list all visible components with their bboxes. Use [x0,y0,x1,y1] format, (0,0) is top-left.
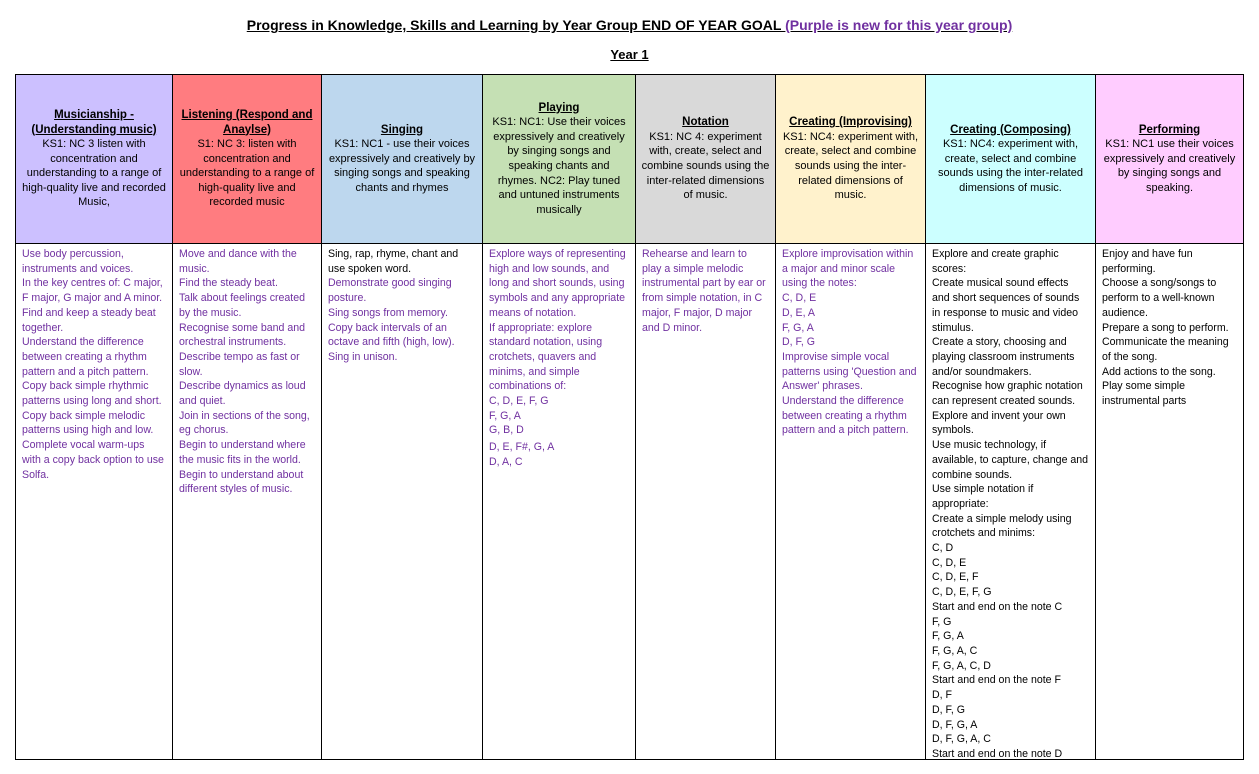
list-item: F, G, A [932,630,964,643]
list-item: Create a simple melody using crotchets and minims: [932,512,1072,540]
list-item: D, A, C [489,455,523,468]
column-title: Musicianship - (Understanding music) [31,108,157,136]
list-item: Sing songs from memory. [328,306,448,319]
list-item: Use simple notation if appropriate: [932,483,1034,510]
header-playing [483,75,636,244]
list-item: Begin to understand where the music fits in the world. [179,439,306,466]
list-item: Copy back simple rhythmic patterns using long and short. [22,380,162,408]
list-item: F, G, A [489,409,521,422]
list-item: F, G, A, C [932,644,978,657]
list-item: Talk about feelings created by the music. [179,292,306,319]
cell-performing [1096,244,1244,760]
list-item: If appropriate: explore standard notation, using crotchets, quavers and minims, and simple combinations of: [489,321,603,393]
list-item: D, F, G, A [932,718,978,731]
list-item: Find and keep a steady beat together. [22,306,156,334]
header-improvising [776,75,926,244]
list-item: Describe tempo as fast or slow. [179,350,300,378]
list-item: Join in sections of the song, eg chorus. [179,409,310,437]
list-item: Complete vocal warm-ups with a copy back option to use Solfa. [22,439,164,481]
list-item: D, F, G [782,336,815,349]
column-desc: KS1: NC1 - use their voices expressively and creatively by singing songs and speaking chants and rhymes [328,138,476,194]
list-item: F, G, A, C, D [932,659,991,672]
list-item: D, F [932,689,953,702]
list-item: C, D, E, F, G [932,586,992,599]
list-item: Move and dance with the music. [179,248,297,275]
list-item: Rehearse and learn to play a simple melodic instrumental part by ear or from simple notation, in C [642,248,766,305]
list-item: Recognise how graphic notation can represent created sounds. Explore and invent your own symbols. [932,380,1083,437]
column-title: Playing [538,101,580,114]
list-item: C, D, E, F, G [489,395,549,408]
cell-singing [322,244,483,760]
column-desc: KS1: NC4: experiment with, create, select and combine sounds using the inter-related dimensions of music. [782,130,919,202]
list-item: F, G, A [782,321,814,334]
cell-composing [926,244,1096,760]
title-main: Progress in Knowledge, Skills and Learning by Year Group END OF YEAR GOAL [246,17,786,33]
list-item: Improvise simple vocal patterns using 'Question and Answer' phrases. [782,350,917,393]
list-item: F, G [932,615,952,628]
list-item: Understand the difference between creating a rhythm pattern and a pitch pattern. [22,336,149,378]
list-item: D, E, F#, G, A [489,441,555,454]
cell-listening [173,244,322,760]
list-item: Copy back simple melodic patterns using high and low. [22,409,154,437]
title-purple-note: (Purple is new for this year group) [785,17,1013,33]
column-desc: S1: NC 3: listen with concentration and understanding to a range of high-quality live and recorded music [179,138,315,209]
list-item: C, D, E [932,556,967,569]
list-item: Sing in unison. [328,350,398,363]
progress-table [15,74,1244,760]
content-row [16,244,1244,760]
list-item: C, D, E, F [932,571,979,584]
list-item: major, F major, D major and D minor. [642,306,753,334]
list-item: Create a story, choosing and playing classroom instruments and/or soundmakers. [932,336,1075,378]
list-item: Explore improvisation within a major and minor scale using the notes: [782,248,914,290]
list-item: Communicate the meaning of the song. [1102,336,1229,363]
list-item: Play some simple instrumental parts [1102,380,1187,408]
list-item: Start and end on the note D [932,747,1063,759]
header-listening [173,75,322,244]
header-singing [322,75,483,244]
cell-notation [636,244,776,760]
year-heading: Year 1 [610,47,649,62]
page-title [0,17,1259,33]
list-item: D, F, G, A, C [932,733,991,746]
column-title: Creating (Improvising) [789,116,912,129]
list-item: Recognise some band and orchestral instruments. [179,321,306,349]
header-musicianship [16,75,173,244]
list-item: Use body percussion, instruments and voices. [22,248,134,275]
column-desc: KS1: NC1 use their voices expressively and creatively by singing songs and speaking. [1103,138,1236,194]
cell-playing [483,244,636,760]
list-item: Copy back intervals of an octave and fifth (high, low). [328,321,455,349]
list-item: Use music technology, if available, to capture, change and combine sounds. [932,439,1089,481]
column-title: Creating (Composing) [950,123,1071,136]
cell-improvising [776,244,926,760]
list-item: Create musical sound effects and short sequences of sounds in response to music and video stimulus. [932,277,1080,334]
list-item: D, E, A [782,306,815,319]
column-desc: KS1: NC 3 listen with concentration and understanding to a range of high-quality live and recorded Music, [22,138,166,209]
list-item: Prepare a song to perform. [1102,321,1229,334]
list-item: Begin to understand about different styles of music. [179,468,304,496]
list-item: C, D, E [782,292,817,305]
list-item: Find the steady beat. [179,277,278,290]
list-item: Start and end on the note C [932,600,1063,613]
header-performing [1096,75,1244,244]
column-desc: KS1: NC1: Use their voices expressively and creatively by singing songs and speaking chants and rhymes. NC2: Play tuned and untuned instruments musically [492,116,626,216]
column-title: Singing [380,123,424,136]
list-item: Choose a song/songs to perform to a well-known audience. [1102,277,1217,319]
list-item: In the key centres of: C major, F major, G major and A minor. [22,277,163,305]
column-desc: KS1: NC4: experiment with, create, select and combine sounds using the inter-related dimensions of music. [938,138,1083,194]
header-composing [926,75,1096,244]
header-row [16,75,1244,244]
list-item: G, B, D [489,424,524,437]
list-item: Enjoy and have fun performing. [1102,248,1193,275]
list-item: C, D [932,542,954,555]
cell-musicianship [16,244,173,760]
list-item: Explore and create graphic scores: [932,248,1059,275]
list-item: Add actions to the song. [1102,365,1216,378]
list-item: Understand the difference between creating a rhythm pattern and a pitch pattern. [782,395,909,437]
column-title: Performing [1138,123,1201,136]
list-item: Demonstrate good singing posture. [328,277,452,305]
list-item: Explore ways of representing high and low sounds, and long and short sounds, using symbols and any appropriate means of notation. [489,248,626,319]
column-title: Notation [682,116,729,129]
list-item: D, F, G [932,703,965,716]
column-title: Listening (Respond and Anaylse) [181,108,313,136]
header-notation [636,75,776,244]
column-desc: KS1: NC 4: experiment with, create, select and combine sounds using the inter-related dimensions of music. [641,130,770,202]
list-item: Describe dynamics as loud and quiet. [179,380,306,408]
list-item: Sing, rap, rhyme, chant and use spoken word. [328,248,459,275]
list-item: Start and end on the note F [932,674,1061,687]
